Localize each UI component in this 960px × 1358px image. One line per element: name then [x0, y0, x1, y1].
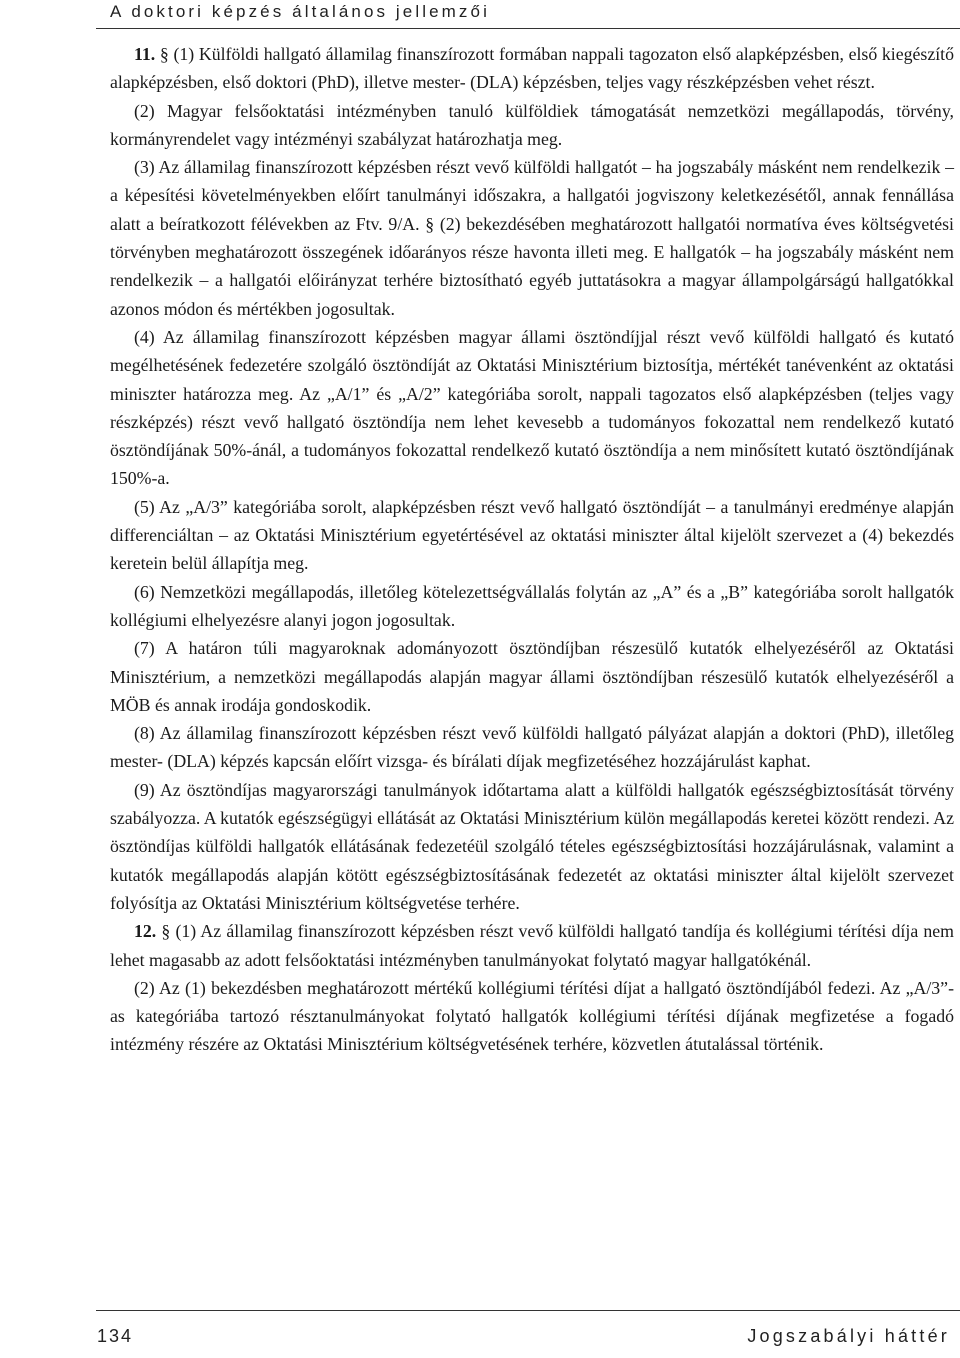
footer-divider	[96, 1310, 960, 1311]
running-header-title: A doktori képzés általános jellemzői	[110, 2, 490, 21]
footer-section-title: Jogszabályi háttér	[747, 1326, 950, 1346]
section-11-paragraph-7: (7) A határon túli magyaroknak adományozott ösztöndíjban részesülő kutatók elhelyezéséről az Oktatási Minisztérium, a nemzetközi megállapodás alapján magyar állami ösztöndíjban részesülő kutatók elhelyezéséről a MÖB és annak irodája gondoskodik.	[110, 638, 954, 715]
document-body	[110, 40, 954, 1059]
section-number: 12.	[134, 921, 157, 942]
section-number: 11.	[134, 44, 156, 64]
section-11-paragraph-8: (8) Az államilag finanszírozott képzésben részt vevő külföldi hallgató pályázat alapján a doktori (PhD), illetőleg mester- (DLA) képzés kapcsán előírt vizsga- és bírálati díjak megfizetéséhez hozzájárulást kaphat.	[110, 723, 954, 772]
page-number: 134	[97, 1326, 134, 1346]
section-11-paragraph-4: (4) Az államilag finanszírozott képzésben magyar állami ösztöndíjjal részt vevő külföldi hallgató és kutató megélhetésének fedezetére szolgáló ösztöndíját az Oktatási Minisztérium biztosítja, mértékét tanévenként az oktatási miniszter határozza meg. Az „A/1” és „A/2” kategóriába sorolt, nappali tagozatos első alapképzésben (teljes vagy részképzés) részt vevő hallgató ösztöndíja nem lehet kevesebb a tudományos fokozattal nem rendelkező kutató ösztöndíjának 50%-ánál, a tudományos fokozattal rendelkező kutató ösztöndíja a nem minősített kutató ösztöndíjának 150%-a.	[110, 326, 954, 489]
section-11-paragraph-6: (6) Nemzetközi megállapodás, illetőleg kötelezettségvállalás folytán az „A” és a „B” kategóriába sorolt hallgatók kollégiumi elhelyezésre alanyi jogon jogosultak.	[110, 581, 954, 630]
section-11-paragraph-2: (2) Magyar felsőoktatási intézményben tanuló külföldiek támogatását nemzetközi megállapodás, törvény, kormányrendelet vagy intézményi szabályzat határozhatja meg.	[110, 100, 954, 149]
section-12-paragraph-2: (2) Az (1) bekezdésben meghatározott mértékű kollégiumi térítési díjat a hallgató ösztöndíjából fedezi. Az „A/3”-as kategóriába tartozó résztanulmányokat folytató hallgatók kollégiumi térítési díjának megfizetése a fogadó intézmény részére az Oktatási Minisztérium költségvetésének terhére, közvetlen átutalással történik.	[110, 977, 954, 1055]
section-11-paragraph-1: 11. § (1) Külföldi hallgató államilag finanszírozott formában nappali tagozaton első alapképzésben, első kiegészítő alapképzésben, első doktori (PhD), illetve mester- (DLA) képzésben, teljes vagy részképzésben vehet részt.	[110, 44, 954, 93]
section-12-paragraph-1: 12. § (1) Az államilag finanszírozott képzésben részt vevő külföldi hallgató tandíja és kollégiumi térítési díja nem lehet magasabb az adott felsőoktatási intézményben tanulmányokat folytató magyar hallgatókénál.	[110, 921, 954, 970]
section-11-paragraph-3: (3) Az államilag finanszírozott képzésben részt vevő külföldi hallgatót – ha jogszabály másként nem rendelkezik – a képesítési követelményekben előírt tanulmányi időszakra, a hallgatói jogviszony keletkezésétől, annak fennállása alatt a beíratkozott félévekben az Ftv. 9/A. § (2) bekezdésében meghatározott hallgatói normatíva éves költségvetési törvényben meghatározott összegének időarányos része havonta illeti meg. E hallgatók – ha jogszabály másként nem rendelkezik – a hallgatói előirányzat terhére biztosítható egyéb juttatásokra a magyar állampolgárságú hallgatókkal azonos módon és mértékben jogosultak.	[110, 157, 954, 319]
section-11-paragraph-9: (9) Az ösztöndíjas magyarországi tanulmányok időtartama alatt a külföldi hallgatók egészségbiztosítását törvény szabályozza. A kutatók egészségügyi ellátását az Oktatási Minisztérium külön megállapodás keretei között rendezi. Az ösztöndíjas külföldi hallgatók ellátásának fedezetéül szolgáló tételes egészségbiztosítási hozzájárulásnak, valamint a kutatók megállapodás alapján kötött egészségbiztosításának fedezetét az oktatási miniszter által kijelölt szervezet folyósítja az Oktatási Minisztérium költségvetése terhére.	[110, 779, 954, 913]
header-divider	[96, 28, 960, 29]
section-11-paragraph-5: (5) Az „A/3” kategóriába sorolt, alapképzésben részt vevő hallgató ösztöndíját – a tanulmányi eredménye alapján differenciáltan – az Oktatási Minisztérium egyetértésével az oktatási miniszter által kijelölt szervezet a (4) bekezdés keretein belül állapítja meg.	[110, 496, 954, 574]
